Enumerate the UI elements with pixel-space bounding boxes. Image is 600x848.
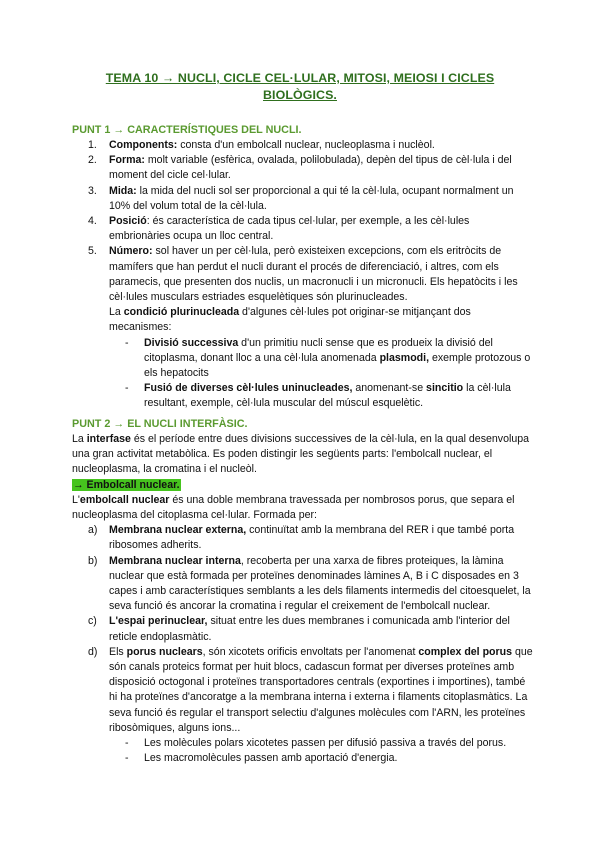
embolcall-heading [72,478,534,493]
title-line-2: BIOLÒGICS. [263,88,337,102]
list-item: 2. Forma: molt variable (esfèrica, ovalada, polilobulada), depèn del tipus de cèl·lula i del moment del cicle cel·lular. [88,154,512,182]
list-item: a) Membrana nuclear externa, continuïtat amb la membrana del RER i que també porta ribosomes adherits. [88,524,515,552]
porus-subitem: - Les molècules polars xicotetes passen per difusió passiva a través del porus. [125,737,507,750]
list-item: 3. Mida: la mida del nucli sol ser proporcional a qui té la cèl·lula, ocupant normalment un 10% del volum total de la cèl·lula. [88,184,514,212]
document-title [70,70,530,104]
list-item: c) L'espai perinuclear, situat entre les dues membranes i comunicada amb l'interior del reticle endoplasmàtic. [88,615,510,643]
punt2-heading: PUNT 2 → EL NUCLI INTERFÀSIC. [72,418,248,430]
porus-subitem: - Les macromolècules passen amb aportació d'energia. [125,752,398,765]
title-line-1: TEMA 10 → NUCLI, CICLE CEL·LULAR, MITOSI, MEIOSI I CICLES [105,71,495,85]
embolcall-paragraph: L'embolcall nuclear és una doble membrana travessada per nombrosos porus, que separa el nucleoplasma del citoplasma cel·lular. Formada per: [72,493,515,522]
list-item: b) Membrana nuclear interna, recoberta per una xarxa de fibres proteiques, la làmina nuclear que està formada per proteïnes denominades làmines A, B i C disposades en 3 capes i amb característiques semblants a les dels filaments intermedis del citoesquelet, la seva funció és ancorar la cromatina i regular el creixement de l'embolcall nuclear. [88,554,531,613]
punt1-list [72,138,532,412]
list-item: 4. Posició: és característica de cada tipus cel·lular, per exemple, a les cèl·lules embrionàries ocupa un lloc central. [88,215,470,243]
mechanism-item: - Divisió successiva d'un primitiu nucli sense que es produeix la divisió del citoplasma, donant lloc a una cèl·lula anomenada plasmodi, exemple protozous o els hepatocits [125,336,531,380]
interfase-paragraph: La interfase és el període entre dues divisions successives de la cèl·lula, en la qual desenvolupa una gran activitat metabòlica. Es poden distingir les següents parts: l'embolcall nuclear, el nucleoplasma, la cromatina i el nucleòl. [72,433,529,476]
punt2-body [72,432,534,766]
highlighted-subheading: → Embolcall nuclear. [73,478,180,491]
list-item: 5. Número: sol haver un per cèl·lula, però existeixen excepcions, com els eritròcits de mamífers que han perdut el nucli durant el procés de diferenciació, i altres, com els paramecis, que presenten dos nuclis, un macronucli i un micronucli. Els hepatòcits i les cèl·lules musculars estriades esquelètiques són plurinucleades. [88,245,518,304]
list-item: 1. Components: consta d'un embolcall nuclear, nucleoplasma i nuclèol. [88,139,435,151]
list-item: d) Els porus nuclears, són xicotets orificis envoltats per l'anomenat complex del porus que són canals proteics format per huit blocs, cadascun format per diverses proteïnes amb disposició octogonal i proteïnes transportadores centrals (exportines i importines), també hi ha proteïnes d'ancoratge a la membrana interna i externa i filaments citoplasmàtics. La seva funció és regular el transport selectiu d'algunes molècules com l'ARN, les proteïnes ribosòmiques, alguns ions... [88,645,533,734]
plurinucleada-paragraph: La condició plurinucleada d'algunes cèl·lules pot originar-se mitjançant dos mecanismes: [109,306,471,334]
punt1-heading: PUNT 1 → CARACTERÍSTIQUES DEL NUCLI. [72,124,302,136]
mechanism-item: - Fusió de diverses cèl·lules uninucleades, anomenant-se sincitio la cèl·lula resultant, exemple, cèl·lula muscular del múscul esquelètic. [125,382,511,410]
